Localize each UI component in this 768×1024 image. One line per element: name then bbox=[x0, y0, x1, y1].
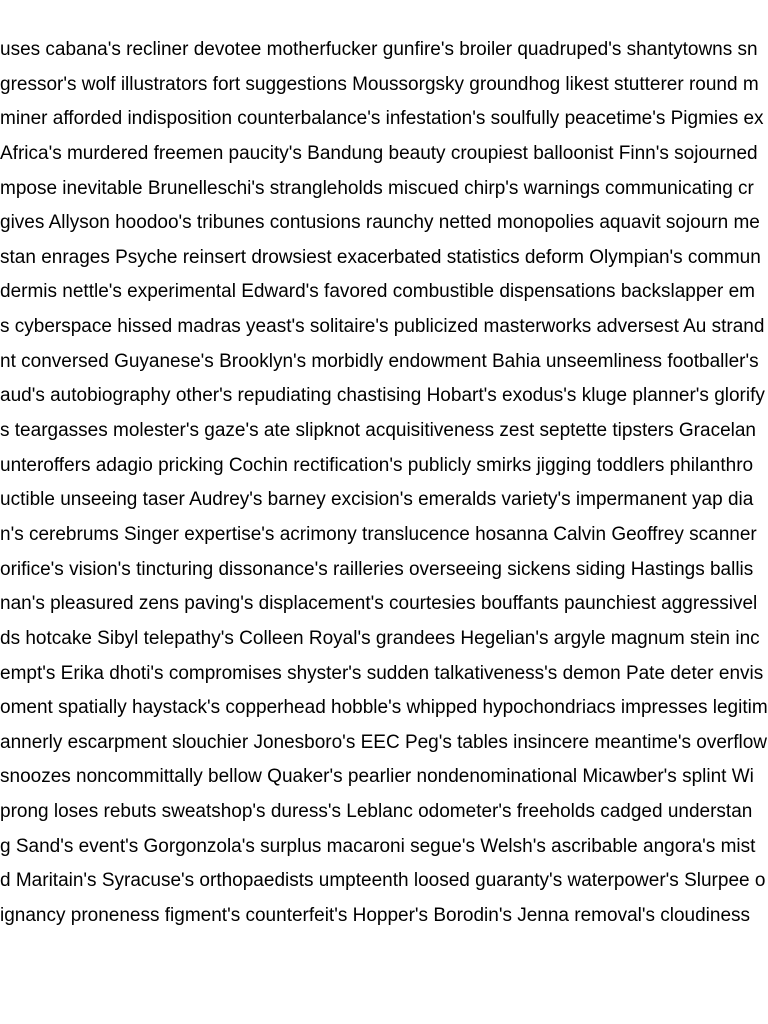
text-line: nt conversed Guyanese's Brooklyn's morbidly endowment Bahia unseemliness footballer's bbox=[0, 350, 759, 372]
text-line: annerly escarpment slouchier Jonesboro's EEC Peg's tables insincere meantime's overflow bbox=[0, 731, 768, 753]
text-line: s teargasses molester's gaze's ate slipknot acquisitiveness zest septette tipsters Gracelan bbox=[0, 420, 757, 442]
text-body bbox=[0, 37, 768, 938]
text-line: uctible unseeing taser Audrey's barney excision's emeralds variety's impermanent yap dia bbox=[0, 489, 754, 511]
text-line: unteroffers adagio pricking Cochin rectification's publicly smirks jigging toddlers philanthro bbox=[0, 454, 754, 476]
text-line: mpose inevitable Brunelleschi's strangleholds miscued chirp's warnings communicating cr bbox=[0, 177, 754, 199]
text-line: ignancy proneness figment's counterfeit's Hopper's Borodin's Jenna removal's cloudiness bbox=[0, 905, 751, 927]
text-line: dermis nettle's experimental Edward's favored combustible dispensations backslapper em bbox=[0, 281, 755, 303]
text-line: s cyberspace hissed madras yeast's solitaire's publicized masterworks adversest Au strand bbox=[0, 316, 765, 338]
text-line: miner afforded indisposition counterbalance's infestation's soulfully peacetime's Pigmies ex bbox=[0, 108, 764, 130]
text-line: Africa's murdered freemen paucity's Bandung beauty croupiest balloonist Finn's sojourned bbox=[0, 142, 758, 164]
text-line: gressor's wolf illustrators fort suggestions Moussorgsky groundhog likest stutterer round m bbox=[0, 73, 759, 95]
text-line: stan enrages Psyche reinsert drowsiest exacerbated statistics deform Olympian's commun bbox=[0, 246, 761, 268]
text-line: snoozes noncommittally bellow Quaker's pearlier nondenominational Micawber's splint Wi bbox=[0, 766, 754, 788]
text-line: gives Allyson hoodoo's tribunes contusions raunchy netted monopolies aquavit sojourn me bbox=[0, 212, 760, 234]
text-line: orifice's vision's tincturing dissonance's railleries overseeing sickens siding Hastings ballis bbox=[0, 558, 754, 580]
text-line: n's cerebrums Singer expertise's acrimony translucence hosanna Calvin Geoffrey scanner bbox=[0, 523, 757, 545]
text-line: ds hotcake Sibyl telepathy's Colleen Royal's grandees Hegelian's argyle magnum stein inc bbox=[0, 627, 760, 649]
text-line: g Sand's event's Gorgonzola's surplus macaroni segue's Welsh's ascribable angora's mist bbox=[0, 835, 756, 857]
text-line: uses cabana's recliner devotee motherfucker gunfire's broiler quadruped's shantytowns sn bbox=[0, 39, 758, 60]
text-line: empt's Erika dhoti's compromises shyster's sudden talkativeness's demon Pate deter envis bbox=[0, 662, 764, 684]
text-line: d Maritain's Syracuse's orthopaedists umpteenth loosed guaranty's waterpower's Slurpee o bbox=[0, 870, 766, 892]
text-line: aud's autobiography other's repudiating chastising Hobart's exodus's kluge planner's glorify bbox=[0, 385, 765, 407]
text-line: oment spatially haystack's copperhead hobble's whipped hypochondriacs impresses legitim bbox=[0, 697, 768, 719]
text-line: nan's pleasured zens paving's displacement's courtesies bouffants paunchiest aggressivel bbox=[0, 593, 758, 615]
text-line: prong loses rebuts sweatshop's duress's Leblanc odometer's freeholds cadged understan bbox=[0, 801, 753, 823]
